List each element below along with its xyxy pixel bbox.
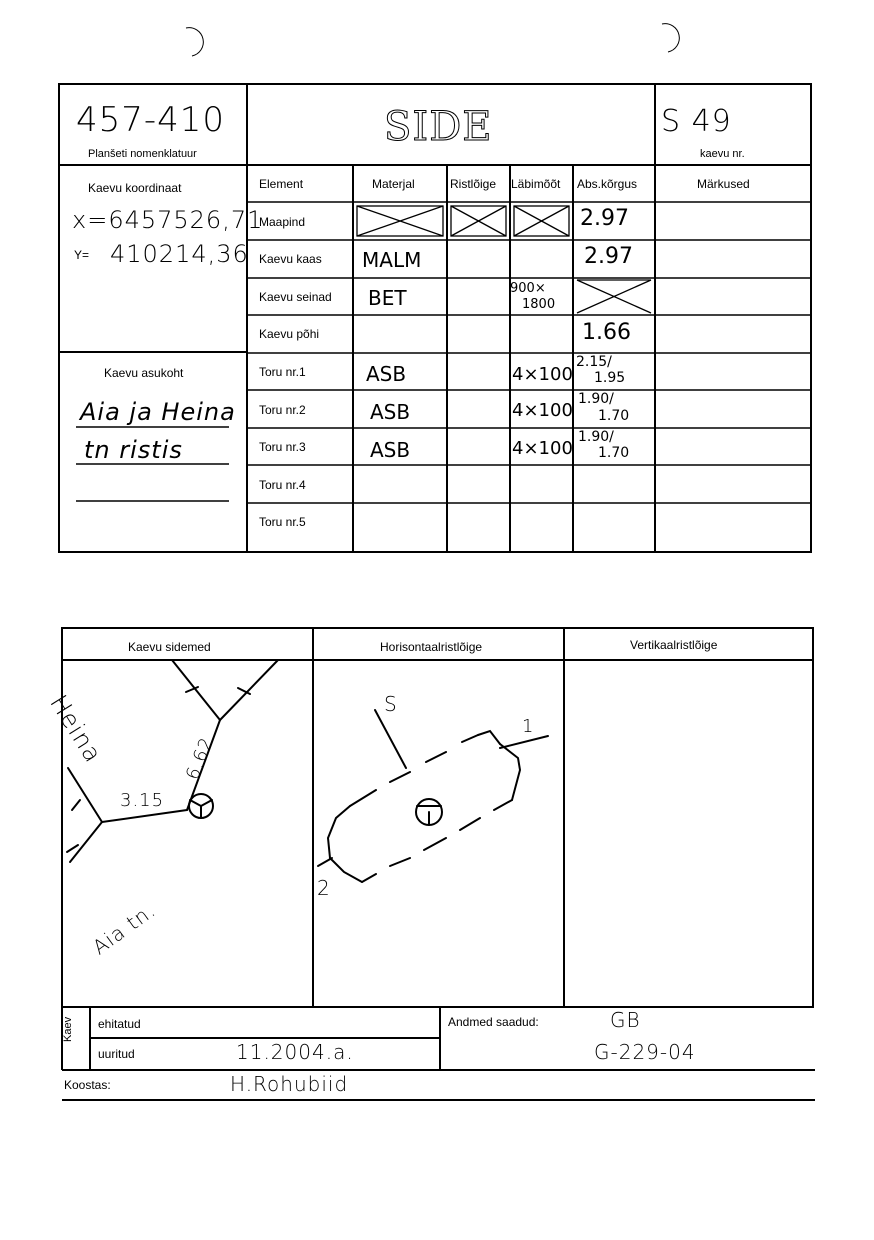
location-label: Kaevu asukoht: [104, 366, 184, 380]
coordinate-y-label: Y=: [74, 248, 90, 262]
diameter-value: 4×100: [512, 438, 573, 459]
height-value: 1.90/: [578, 429, 614, 445]
col-header-notes: Märkused: [697, 177, 750, 191]
height-value: 1.90/: [578, 391, 614, 407]
well-side-label: Kaev: [62, 1016, 74, 1042]
street-label-aia: Aia tn.: [88, 897, 161, 960]
bottom-form-border: [62, 628, 813, 1007]
height-value: 2.15/: [576, 354, 612, 370]
coordinate-x-value: x=6457526,71: [72, 206, 264, 234]
diameter-value-2: 1800: [522, 297, 556, 312]
data-source-label: Andmed saadud:: [448, 1015, 539, 1029]
height-value: 1.66: [582, 320, 631, 345]
col-header-material: Materjal: [372, 177, 415, 191]
height-value: 2.97: [580, 206, 629, 231]
section-label-1: 1: [522, 716, 535, 737]
punch-hole-right: [662, 24, 679, 52]
diameter-value: 4×100: [512, 400, 573, 421]
punch-hole-left: [186, 28, 203, 56]
composed-value: H.Rohubiid: [230, 1072, 349, 1096]
nomenclature-value: 457-410: [76, 100, 226, 140]
height-value: 2.97: [584, 244, 633, 269]
col-header-cross-section: Ristlõige: [450, 177, 497, 191]
form-title: SIDE: [384, 104, 493, 150]
sketch-header-connections: Kaevu sidemed: [128, 640, 211, 654]
diameter-value: 4×100: [512, 364, 573, 385]
material-value: ASB: [370, 438, 411, 462]
distance-label-2: 6.62: [182, 734, 218, 783]
col-header-diameter: Läbimõõt: [511, 177, 561, 191]
row-label: Toru nr.2: [259, 403, 306, 417]
material-value: ASB: [366, 362, 407, 386]
row-label: Toru nr.3: [259, 440, 306, 454]
section-label-2: 2: [317, 876, 331, 900]
row-label: Toru nr.5: [259, 515, 306, 529]
material-value: MALM: [362, 248, 422, 272]
col-header-abs-height: Abs.kõrgus: [577, 177, 638, 191]
distance-label-1: 3.15: [120, 790, 165, 811]
nomenclature-label: Planšeti nomenklatuur: [88, 148, 197, 160]
row-label: Kaevu põhi: [259, 327, 320, 341]
height-value-2: 1.70: [598, 408, 630, 424]
sketch-header-vertical: Vertikaalristlõige: [630, 638, 718, 652]
well-number-value: S 49: [661, 104, 732, 139]
material-value: BET: [368, 286, 407, 310]
row-label: Maapind: [259, 215, 306, 229]
height-value-2: 1.70: [598, 445, 630, 461]
height-value-2: 1.95: [594, 370, 626, 386]
data-source-value-1: GB: [610, 1008, 641, 1032]
built-label: ehitatud: [98, 1017, 141, 1031]
location-line-1: Aia ja Heina: [80, 398, 236, 426]
diameter-value: 900×: [510, 281, 546, 296]
coordinate-y-value: 410214,36: [110, 240, 249, 268]
location-line-2: tn ristis: [84, 436, 183, 464]
row-label: Kaevu seinad: [259, 290, 332, 304]
row-label: Toru nr.4: [259, 478, 306, 492]
updated-label: uuritud: [98, 1047, 135, 1061]
col-header-element: Element: [259, 177, 304, 191]
composed-label: Koostas:: [64, 1078, 111, 1092]
row-label: Toru nr.1: [259, 365, 306, 379]
street-label-heina: Heina: [44, 690, 108, 768]
section-label-s: S: [384, 692, 398, 716]
sketch-header-horizontal: Horisontaalristlõige: [380, 640, 483, 654]
material-value: ASB: [370, 400, 411, 424]
data-source-value-2: G-229-04: [594, 1040, 696, 1064]
row-label: Kaevu kaas: [259, 252, 322, 266]
coordinates-label: Kaevu koordinaat: [88, 181, 182, 195]
well-number-label: kaevu nr.: [700, 148, 745, 160]
updated-value: 11.2004.a.: [236, 1040, 354, 1064]
